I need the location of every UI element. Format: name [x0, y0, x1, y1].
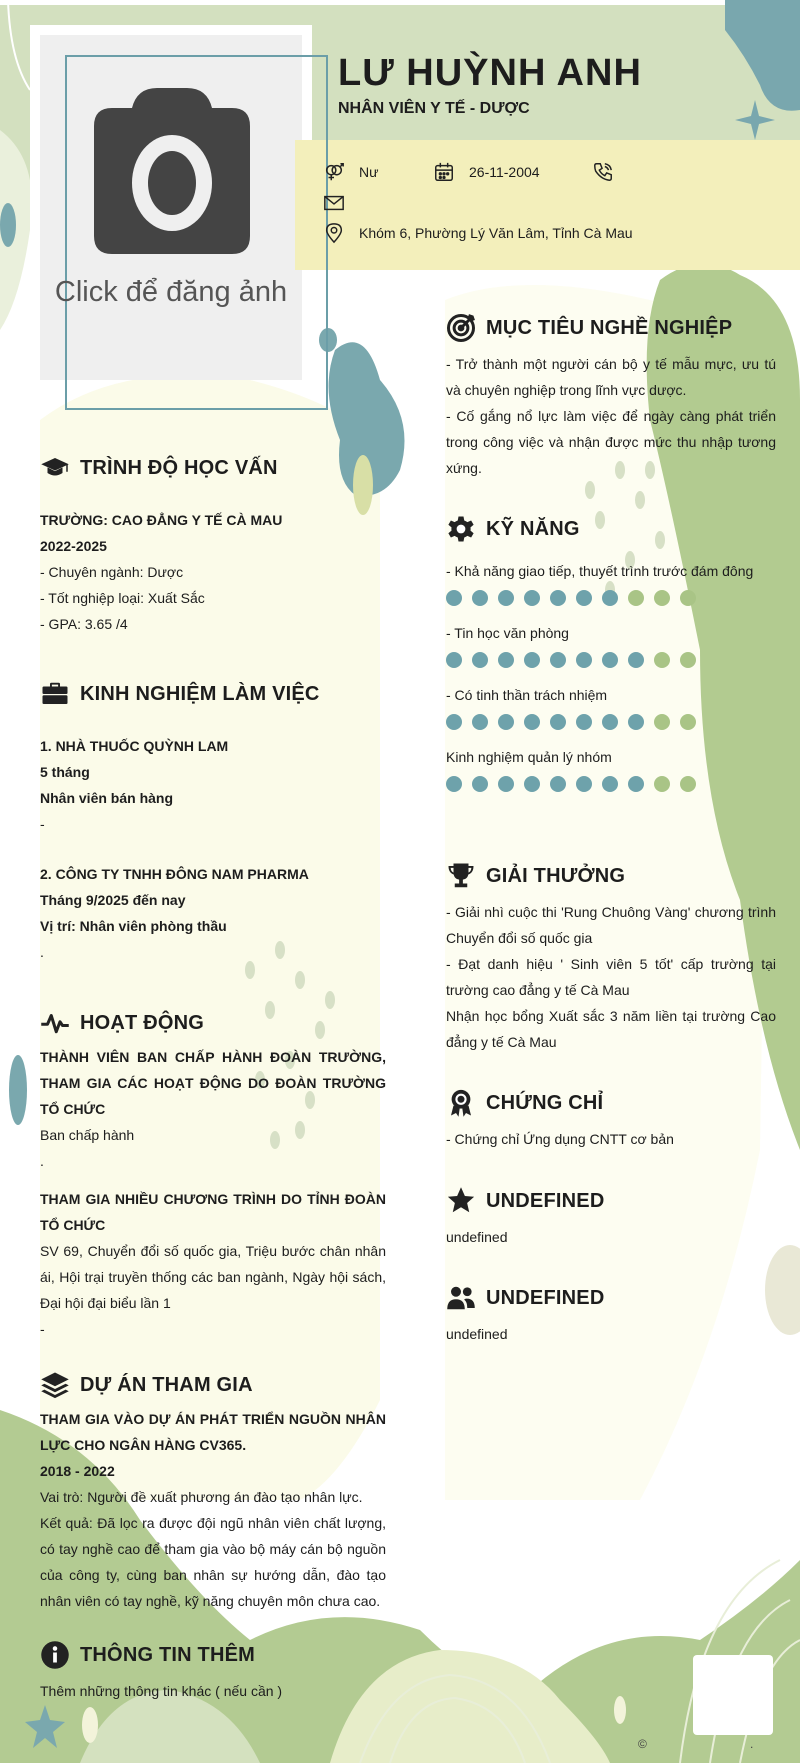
- skills-heading: KỸ NĂNG: [446, 514, 776, 544]
- skill-rating-dot: [446, 714, 462, 730]
- skill-rating-dot: [524, 776, 540, 792]
- personal-info-box: [295, 140, 800, 270]
- target-icon: [446, 313, 476, 343]
- job-1-desc: -: [40, 816, 45, 832]
- skill-label: Kinh nghiệm quản lý nhóm: [446, 749, 612, 765]
- skill-rating-dot: [472, 652, 488, 668]
- skill-rating-dot: [602, 776, 618, 792]
- activity-2-role: SV 69, Chuyển đổi số quốc gia, Triệu bước chân nhân ái, Hội trại truyền thống các ban ngành, Ngày hội sách, Đại hội đại biểu lần 1: [40, 1243, 386, 1311]
- phone-row: [592, 161, 628, 183]
- birthday-row: [433, 161, 540, 183]
- camera-icon[interactable]: [92, 88, 252, 268]
- skill-rating-dot: [576, 714, 592, 730]
- skill-rating-dot: [654, 652, 670, 668]
- skill-rating-dot: [524, 652, 540, 668]
- skill-item: [446, 682, 776, 730]
- phone-icon: [592, 161, 614, 183]
- award-line-3: Nhận học bổng Xuất sắc 3 năm liền tại trường Cao đẳng y tế Cà Mau: [446, 1008, 776, 1050]
- activity-2-desc: -: [40, 1321, 45, 1337]
- skill-rating-dot: [628, 776, 644, 792]
- users-icon: [446, 1283, 476, 1313]
- skill-rating-dot: [446, 776, 462, 792]
- skill-rating: [446, 714, 776, 730]
- job-1-role: Nhân viên bán hàng: [40, 790, 174, 806]
- skill-item: [446, 558, 776, 606]
- address-value: Khóm 6, Phường Lý Văn Lâm, Tỉnh Cà Mau: [359, 225, 633, 241]
- education-heading: TRÌNH ĐỘ HỌC VẤN: [40, 453, 386, 483]
- skill-rating-dot: [576, 776, 592, 792]
- experience-heading: KINH NGHIỆM LÀM VIỆC: [40, 679, 386, 709]
- skill-rating: [446, 652, 776, 668]
- skill-rating-dot: [576, 652, 592, 668]
- calendar-icon: [433, 161, 455, 183]
- skill-rating-dot: [550, 590, 566, 606]
- gender-value: Nư: [359, 164, 379, 180]
- footer-dot: .: [750, 1737, 754, 1751]
- email-row: [323, 192, 359, 214]
- education-school: TRƯỜNG: CAO ĐẲNG Y TẾ CÀ MAU: [40, 512, 283, 528]
- objective-line-1: - Trở thành một người cán bộ y tế mẫu mực, ưu tú và chuyên nghiệp trong lĩnh vực dược.: [446, 356, 776, 398]
- skill-rating-dot: [654, 776, 670, 792]
- skill-rating-dot: [550, 652, 566, 668]
- skill-rating-dot: [550, 714, 566, 730]
- objective-section: [446, 313, 776, 481]
- skill-rating-dot: [498, 776, 514, 792]
- skill-label: - Khả năng giao tiếp, thuyết trình trước đám đông: [446, 563, 754, 579]
- projects-heading: DỰ ÁN THAM GIA: [40, 1370, 386, 1400]
- skill-rating-dot: [524, 590, 540, 606]
- skill-rating-dot: [498, 652, 514, 668]
- extra-1-text: undefined: [446, 1229, 508, 1245]
- upload-photo-caption[interactable]: Click để đăng ảnh: [54, 276, 288, 308]
- job-1-time: 5 tháng: [40, 764, 90, 780]
- certificates-heading: CHỨNG CHỈ: [446, 1088, 776, 1118]
- extra-1-heading: UNDEFINED: [446, 1186, 776, 1216]
- education-gpa: - GPA: 3.65 /4: [40, 616, 128, 632]
- project-result: Kết quả: Đã lọc ra được đội ngũ nhân viên chất lượng, có tay nghề cao để tham gia vào bộ máy cán bộ nguồn của công ty, cùng ban nhân sự hướng dẫn, đào tạo nhân viên có tay nghề, kỹ năng chuyên môn chưa cao.: [40, 1515, 386, 1609]
- skill-rating-dot: [472, 714, 488, 730]
- candidate-name: LƯ HUỲNH ANH: [338, 52, 642, 94]
- skill-rating-dot: [680, 590, 696, 606]
- certificates-section: [446, 1088, 776, 1152]
- skill-rating-dot: [680, 652, 696, 668]
- skill-rating-dot: [446, 652, 462, 668]
- skill-rating-dot: [602, 652, 618, 668]
- extra-section-2: [446, 1283, 776, 1347]
- skill-rating-dot: [628, 714, 644, 730]
- gear-icon: [446, 514, 476, 544]
- info-icon: [40, 1640, 70, 1670]
- skill-item: [446, 620, 776, 668]
- job-title: NHÂN VIÊN Y TẾ - DƯỢC: [338, 100, 530, 117]
- skills-section: [446, 514, 776, 792]
- briefcase-icon: [40, 679, 70, 709]
- graduation-cap-icon: [40, 453, 70, 483]
- star-icon: [446, 1186, 476, 1216]
- more-info-text: Thêm những thông tin khác ( nếu cần ): [40, 1683, 283, 1699]
- skill-rating-dot: [576, 590, 592, 606]
- education-grade: - Tốt nghiệp loại: Xuất Sắc: [40, 590, 205, 606]
- awards-section: [446, 861, 776, 1055]
- skill-label: - Tin học văn phòng: [446, 625, 569, 641]
- job-2-role: Vị trí: Nhân viên phòng thầu: [40, 918, 227, 934]
- job-1-company: 1. NHÀ THUỐC QUỲNH LAM: [40, 738, 229, 754]
- skill-rating: [446, 590, 776, 606]
- birthday-value: 26-11-2004: [469, 164, 540, 180]
- layers-icon: [40, 1370, 70, 1400]
- awards-heading: GIẢI THƯỞNG: [446, 861, 776, 891]
- skill-item: [446, 744, 776, 792]
- activity-2-heading: THAM GIA NHIỀU CHƯƠNG TRÌNH DO TỈNH ĐOÀN TỔ CHỨC: [40, 1191, 386, 1233]
- corner-box: [693, 1655, 773, 1735]
- extra-2-text: undefined: [446, 1326, 508, 1342]
- skill-rating-dot: [654, 590, 670, 606]
- job-2-company: 2. CÔNG TY TNHH ĐÔNG NAM PHARMA: [40, 866, 309, 882]
- skill-rating-dot: [602, 590, 618, 606]
- skill-rating: [446, 776, 776, 792]
- activity-1-role: Ban chấp hành: [40, 1127, 135, 1143]
- education-major: - Chuyên ngành: Dược: [40, 564, 184, 580]
- award-line-2: - Đạt danh hiệu ' Sinh viên 5 tốt' cấp trường tại trường cao đẳng y tế Cà Mau: [446, 956, 776, 998]
- activity-1-desc: .: [40, 1153, 44, 1169]
- education-years: 2022-2025: [40, 538, 107, 554]
- address-row: [323, 222, 633, 244]
- skill-rating-dot: [602, 714, 618, 730]
- projects-section: [40, 1370, 386, 1614]
- activities-heading: HOẠT ĐỘNG: [40, 1008, 386, 1038]
- project-heading: THAM GIA VÀO DỰ ÁN PHÁT TRIỂN NGUỒN NHÂN LỰC CHO NGÂN HÀNG CV365.: [40, 1411, 386, 1453]
- skill-rating-dot: [498, 590, 514, 606]
- skill-rating-dot: [446, 590, 462, 606]
- skill-rating-dot: [628, 590, 644, 606]
- gender-row: [323, 161, 378, 183]
- skill-rating-dot: [628, 652, 644, 668]
- location-pin-icon: [323, 222, 345, 244]
- objective-line-2: - Cố gắng nổ lực làm việc để ngày càng phát triển trong công việc và nhận được mức thu nhập tương xứng.: [446, 408, 776, 476]
- skill-rating-dot: [498, 714, 514, 730]
- skills-list: [446, 558, 776, 792]
- skill-rating-dot: [550, 776, 566, 792]
- experience-section: [40, 679, 386, 965]
- objective-heading: MỤC TIÊU NGHỀ NGHIỆP: [446, 313, 776, 343]
- activity-1-heading: THÀNH VIÊN BAN CHẤP HÀNH ĐOÀN TRƯỜNG, THAM GIA CÁC HOẠT ĐỘNG DO ĐOÀN TRƯỜNG TỔ CHỨC: [40, 1049, 386, 1117]
- skill-rating-dot: [680, 776, 696, 792]
- project-years: 2018 - 2022: [40, 1463, 115, 1479]
- trophy-icon: [446, 861, 476, 891]
- email-icon: [323, 192, 345, 214]
- education-section: [40, 453, 386, 637]
- job-2-desc: .: [40, 944, 44, 960]
- activities-section: [40, 1008, 386, 1342]
- award-ribbon-icon: [446, 1088, 476, 1118]
- pulse-icon: [40, 1008, 70, 1038]
- skill-rating-dot: [654, 714, 670, 730]
- footer-copyright-mark: ©: [638, 1737, 647, 1751]
- certificate-line: - Chứng chỉ Ứng dụng CNTT cơ bản: [446, 1131, 674, 1147]
- project-role: Vai trò: Người đề xuất phương án đào tạo nhân lực.: [40, 1489, 363, 1505]
- more-info-heading: THÔNG TIN THÊM: [40, 1640, 386, 1670]
- extra-2-heading: UNDEFINED: [446, 1283, 776, 1313]
- gender-icon: [323, 161, 345, 183]
- award-line-1: - Giải nhì cuộc thi 'Rung Chuông Vàng' chương trình Chuyển đổi số quốc gia: [446, 904, 776, 946]
- more-info-section: [40, 1640, 386, 1704]
- skill-rating-dot: [524, 714, 540, 730]
- skill-rating-dot: [472, 776, 488, 792]
- extra-section-1: [446, 1186, 776, 1250]
- skill-label: - Có tinh thần trách nhiệm: [446, 687, 608, 703]
- job-2-time: Tháng 9/2025 đến nay: [40, 892, 186, 908]
- skill-rating-dot: [472, 590, 488, 606]
- skill-rating-dot: [680, 714, 696, 730]
